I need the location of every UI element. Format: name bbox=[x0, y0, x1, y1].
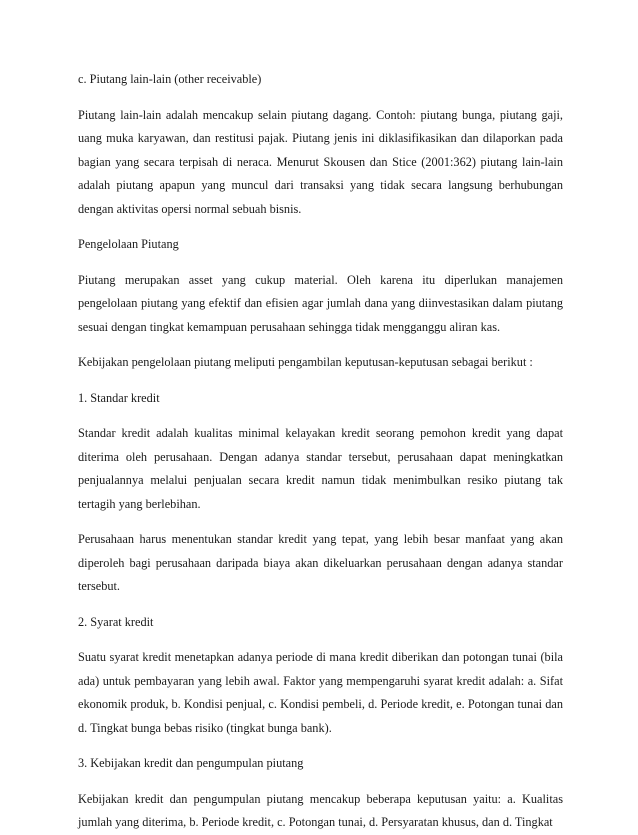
section-heading-credit-policy: 3. Kebijakan kredit dan pengumpulan piutang bbox=[78, 756, 304, 770]
policy-intro-line: Kebijakan pengelolaan piutang meliputi pengambilan keputusan-keputusan sebagai berikut : bbox=[78, 355, 533, 369]
paragraph-credit-standard: Standar kredit adalah kualitas minimal kelayakan kredit seorang pemohon kredit yang dapat diterima oleh perusahaan. Dengan adanya standar tersebut, perusahaan dapat meningkatkan penjualannya melalui penjualan secara kredit namun tidak menimbulkan resiko piutang tak tertagih yang berlebihan. bbox=[78, 426, 563, 511]
paragraph-credit-standard-cont: Perusahaan harus menentukan standar kredit yang tepat, yang lebih besar manfaat yang akan diperoleh bagi perusahaan daripada biaya akan dikeluarkan perusahaan dengan adanya standar tersebut. bbox=[78, 532, 563, 593]
section-heading-other-receivable: c. Piutang lain-lain (other receivable) bbox=[78, 72, 262, 86]
paragraph-receivable-management: Piutang merupakan asset yang cukup material. Oleh karena itu diperlukan manajemen pengelolaan piutang yang efektif dan efisien agar jumlah dana yang diinvestasikan dalam piutang sesuai dengan tingkat kemampuan perusahaan sehingga tidak mengganggu aliran kas. bbox=[78, 272, 563, 334]
paragraph-credit-terms: Suatu syarat kredit menetapkan adanya periode di mana kredit diberikan dan potongan tunai (bila ada) untuk pembayaran yang lebih awal. Faktor yang mempengaruhi syarat kredit adalah: a. Sifat ekonomik produk, b. Kondisi penjual, c. Kondisi pembeli, d. Periode kredit, e. Potongan tunai dan d. Tingkat bunga bebas risiko (tingkat bunga bank). bbox=[78, 650, 563, 735]
paragraph-other-receivable-definition: Piutang lain-lain adalah mencakup selain piutang dagang. Contoh: piutang bunga, piutang gaji, uang muka karyawan, dan restitusi pajak. Piutang jenis ini diklasifikasikan dan dilaporkan pada bagian yang secara terpisah di neraca. Menurut Skousen dan Stice (2001:362) piutang lain-lain adalah piutang apapun yang muncul dari transaksi yang tidak secara langsung berhubungan dengan aktivitas opersi normal sebuah bisnis. bbox=[78, 107, 563, 216]
section-heading-credit-standard: 1. Standar kredit bbox=[78, 390, 160, 405]
section-heading-receivable-management: Pengelolaan Piutang bbox=[78, 237, 179, 251]
paragraph-credit-policy: Kebijakan kredit dan pengumpulan piutang mencakup beberapa keputusan yaitu: a. Kualitas jumlah yang diterima, b. Periode kredit, c. Potongan tunai, d. Persyaratan khusus, dan d. Tingkat bbox=[78, 791, 563, 829]
section-heading-credit-terms: 2. Syarat kredit bbox=[78, 614, 154, 629]
